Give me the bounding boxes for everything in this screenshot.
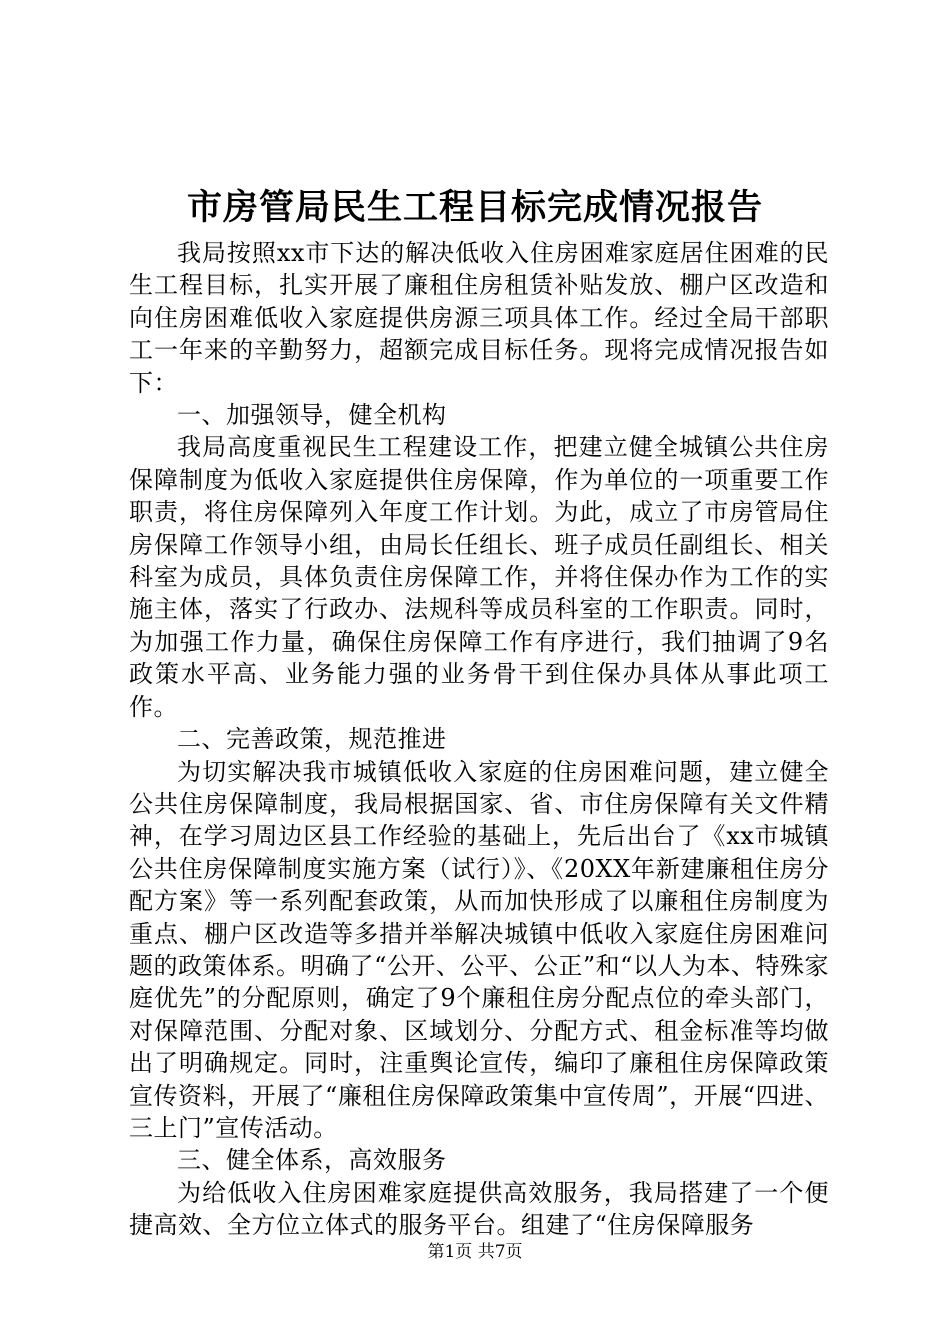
section-1-paragraph: 我局高度重视民生工程建设工作，把建立健全城镇公共住房保障制度为低收入家庭提供住房保障，作为单位的一项重要工作职责，将住房保障列入年度工作计划。为此，成立了市房管局住房保障工作领导小组，由局长任组长、班子成员任副组长、相关科室为成员，具体负责住房保障工作，并将住保办作为工作的实施主体，落实了行政办、法规科等成员科室的工作职责。同时，为加强工作力量，确保住房保障工作有序进行，我们抽调了9名政策水平高、业务能力强的业务骨干到住保办具体从事此项工作。: [129, 433, 829, 721]
section-heading-3: 三、健全体系，高效服务: [177, 1146, 447, 1175]
section-heading-1: 一、加强领导，健全机构: [177, 401, 447, 430]
intro-paragraph: 我局按照xx市下达的解决低收入住房困难家庭居住困难的民生工程目标，扎实开展了廉租住房租赁补贴发放、棚户区改造和向住房困难低收入家庭提供房源三项具体工作。经过全局干部职工一年来的辛勤努力，超额完成目标任务。现将完成情况报告如下：: [129, 239, 829, 397]
document-title: 市房管局民生工程目标完成情况报告: [186, 187, 763, 228]
section-2-paragraph: 为切实解决我市城镇低收入家庭的住房困难问题，建立健全公共住房保障制度，我局根据国家、省、市住房保障有关文件精神，在学习周边区县工作经验的基础上，先后出台了《xx市城镇公共住房保障制度实施方案（试行）》、《20XX年新建廉租住房分配方案》等一系列配套政策，从而加快形成了以廉租住房制度为重点、棚户区改造等多措并举解决城镇中低收入家庭住房困难问题的政策体系。明确了“公开、公平、公正”和“以人为本、特殊家庭优先”的分配原则，确定了9个廉租住房分配点位的牵头部门，对保障范围、分配对象、区域划分、分配方式、租金标准等均做出了明确规定。同时，注重舆论宣传，编印了廉租住房保障政策宣传资料，开展了“廉租住房保障政策集中宣传周”，开展“四进、三上门”宣传活动。: [129, 757, 829, 1142]
section-heading-2: 二、完善政策，规范推进: [177, 725, 447, 754]
page-footer: 第1页 共7页: [427, 1242, 523, 1262]
section-3-paragraph: 为给低收入住房困难家庭提供高效服务，我局搭建了一个便捷高效、全方位立体式的服务平台。组建了“住房保障服务: [129, 1178, 829, 1240]
document-body: [129, 237, 829, 1242]
